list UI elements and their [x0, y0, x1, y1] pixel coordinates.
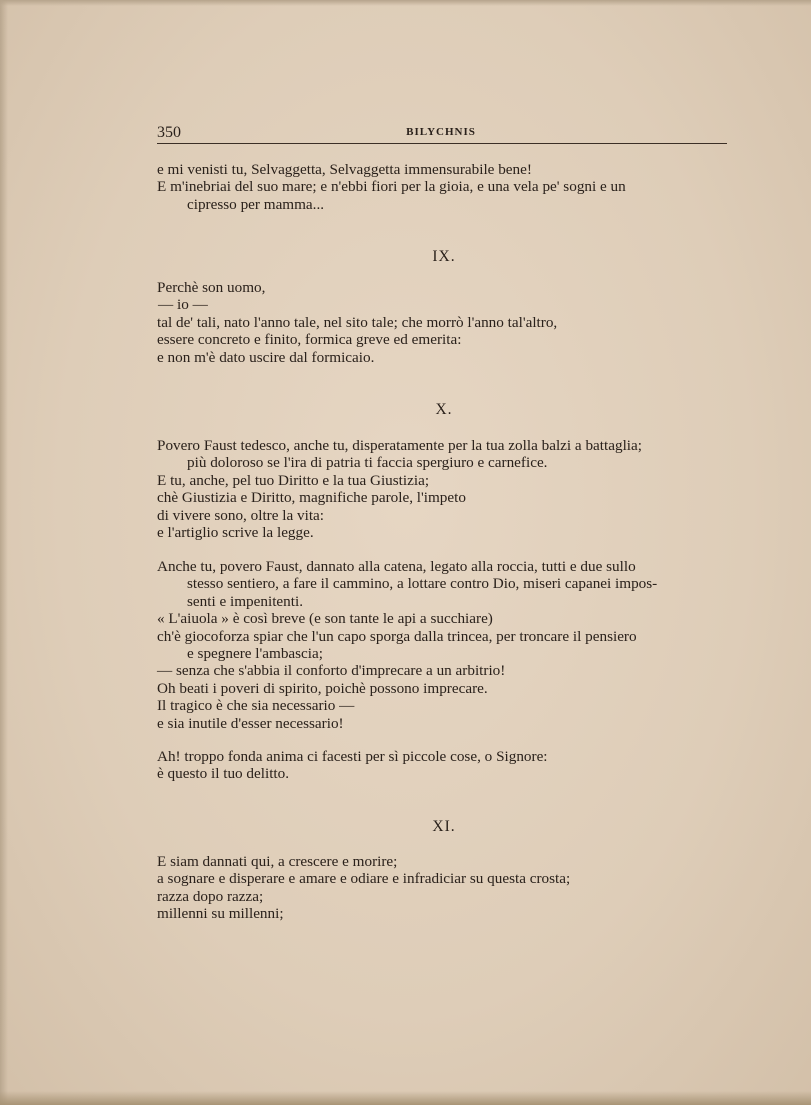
- text-line: — senza che s'abbia il conforto d'imprecare a un arbitrio!: [157, 662, 506, 680]
- text-line: Oh beati i poveri di spirito, poichè possono imprecare.: [157, 679, 488, 697]
- text-line: Anche tu, povero Faust, dannato alla catena, legato alla roccia, tutti e due sullo: [157, 558, 636, 575]
- page-number: 350: [157, 124, 181, 141]
- section-heading-x: X.: [435, 401, 453, 418]
- section-x-stanza-3: [157, 748, 731, 783]
- text-line: millenni su millenni;: [157, 905, 284, 923]
- text-line: di vivere sono, oltre la vita:: [157, 506, 325, 524]
- text-line: è questo il tuo delitto.: [157, 765, 290, 783]
- page-edge-shadow: [0, 0, 8, 1105]
- page-top-shadow: [0, 0, 811, 6]
- text-line: e l'artiglio scrive la legge.: [157, 524, 314, 542]
- section-heading-ix: IX.: [432, 248, 456, 265]
- text-line: e sia inutile d'esser necessario!: [157, 714, 344, 732]
- page-bottom-shadow: [0, 1091, 811, 1105]
- section-x-stanza-2: [157, 558, 731, 732]
- text-line: ch'è giocoforza spiar che l'un capo sporga dalla trincea, per troncare il pensiero: [157, 627, 637, 645]
- section-heading-xi: XI.: [432, 818, 456, 835]
- section-ix-text: [157, 279, 731, 366]
- text-line: a sognare e disperare e amare e odiare e infradiciar su questa crosta;: [157, 870, 571, 888]
- text-line: E siam dannati qui, a crescere e morire;: [157, 853, 398, 870]
- text-line: e mi venisti tu, Selvaggetta, Selvaggetta immensurabile bene!: [157, 161, 532, 178]
- text-line: Ah! troppo fonda anima ci facesti per sì piccole cose, o Signore:: [157, 748, 548, 765]
- text-line: più doloroso se l'ira di patria ti faccia spergiuro e carnefice.: [187, 454, 548, 472]
- text-line: Il tragico è che sia necessario —: [157, 697, 355, 715]
- text-line: tal de' tali, nato l'anno tale, nel sito tale; che morrò l'anno tal'altro,: [157, 313, 558, 331]
- text-line: razza dopo razza;: [157, 887, 264, 905]
- section-xi-text: [157, 853, 731, 923]
- running-head: BILYCHNIS: [406, 126, 476, 138]
- text-line: senti e impenitenti.: [187, 592, 303, 610]
- section-x-stanza-1: [157, 437, 731, 541]
- text-line: E tu, anche, pel tuo Diritto e la tua Giustizia;: [157, 471, 430, 489]
- text-line: « L'aiuola » è così breve (e son tante le api a succhiare): [157, 610, 493, 628]
- text-line: stesso sentiero, a fare il cammino, a lottare contro Dio, miseri capanei impos-: [187, 575, 658, 593]
- text-line: e spegnere l'ambascia;: [187, 645, 323, 663]
- header-rule: [157, 143, 727, 144]
- page-header: [157, 124, 725, 144]
- text-line: e non m'è dato uscire dal formicaio.: [157, 348, 375, 366]
- intro-block: [157, 161, 731, 213]
- text-line: Perchè son uomo,: [157, 279, 266, 296]
- text-line: chè Giustizia e Diritto, magnifiche parole, l'impeto: [157, 489, 466, 507]
- text-line: E m'inebriai del suo mare; e n'ebbi fiori per la gioia, e una vela pe' sogni e un: [157, 178, 626, 196]
- text-line: Povero Faust tedesco, anche tu, disperatamente per la tua zolla balzi a battaglia;: [157, 437, 642, 454]
- text-line: cipresso per mamma...: [187, 195, 325, 213]
- text-line: — io —: [158, 296, 208, 314]
- text-line: essere concreto e finito, formica greve ed emerita:: [157, 331, 462, 349]
